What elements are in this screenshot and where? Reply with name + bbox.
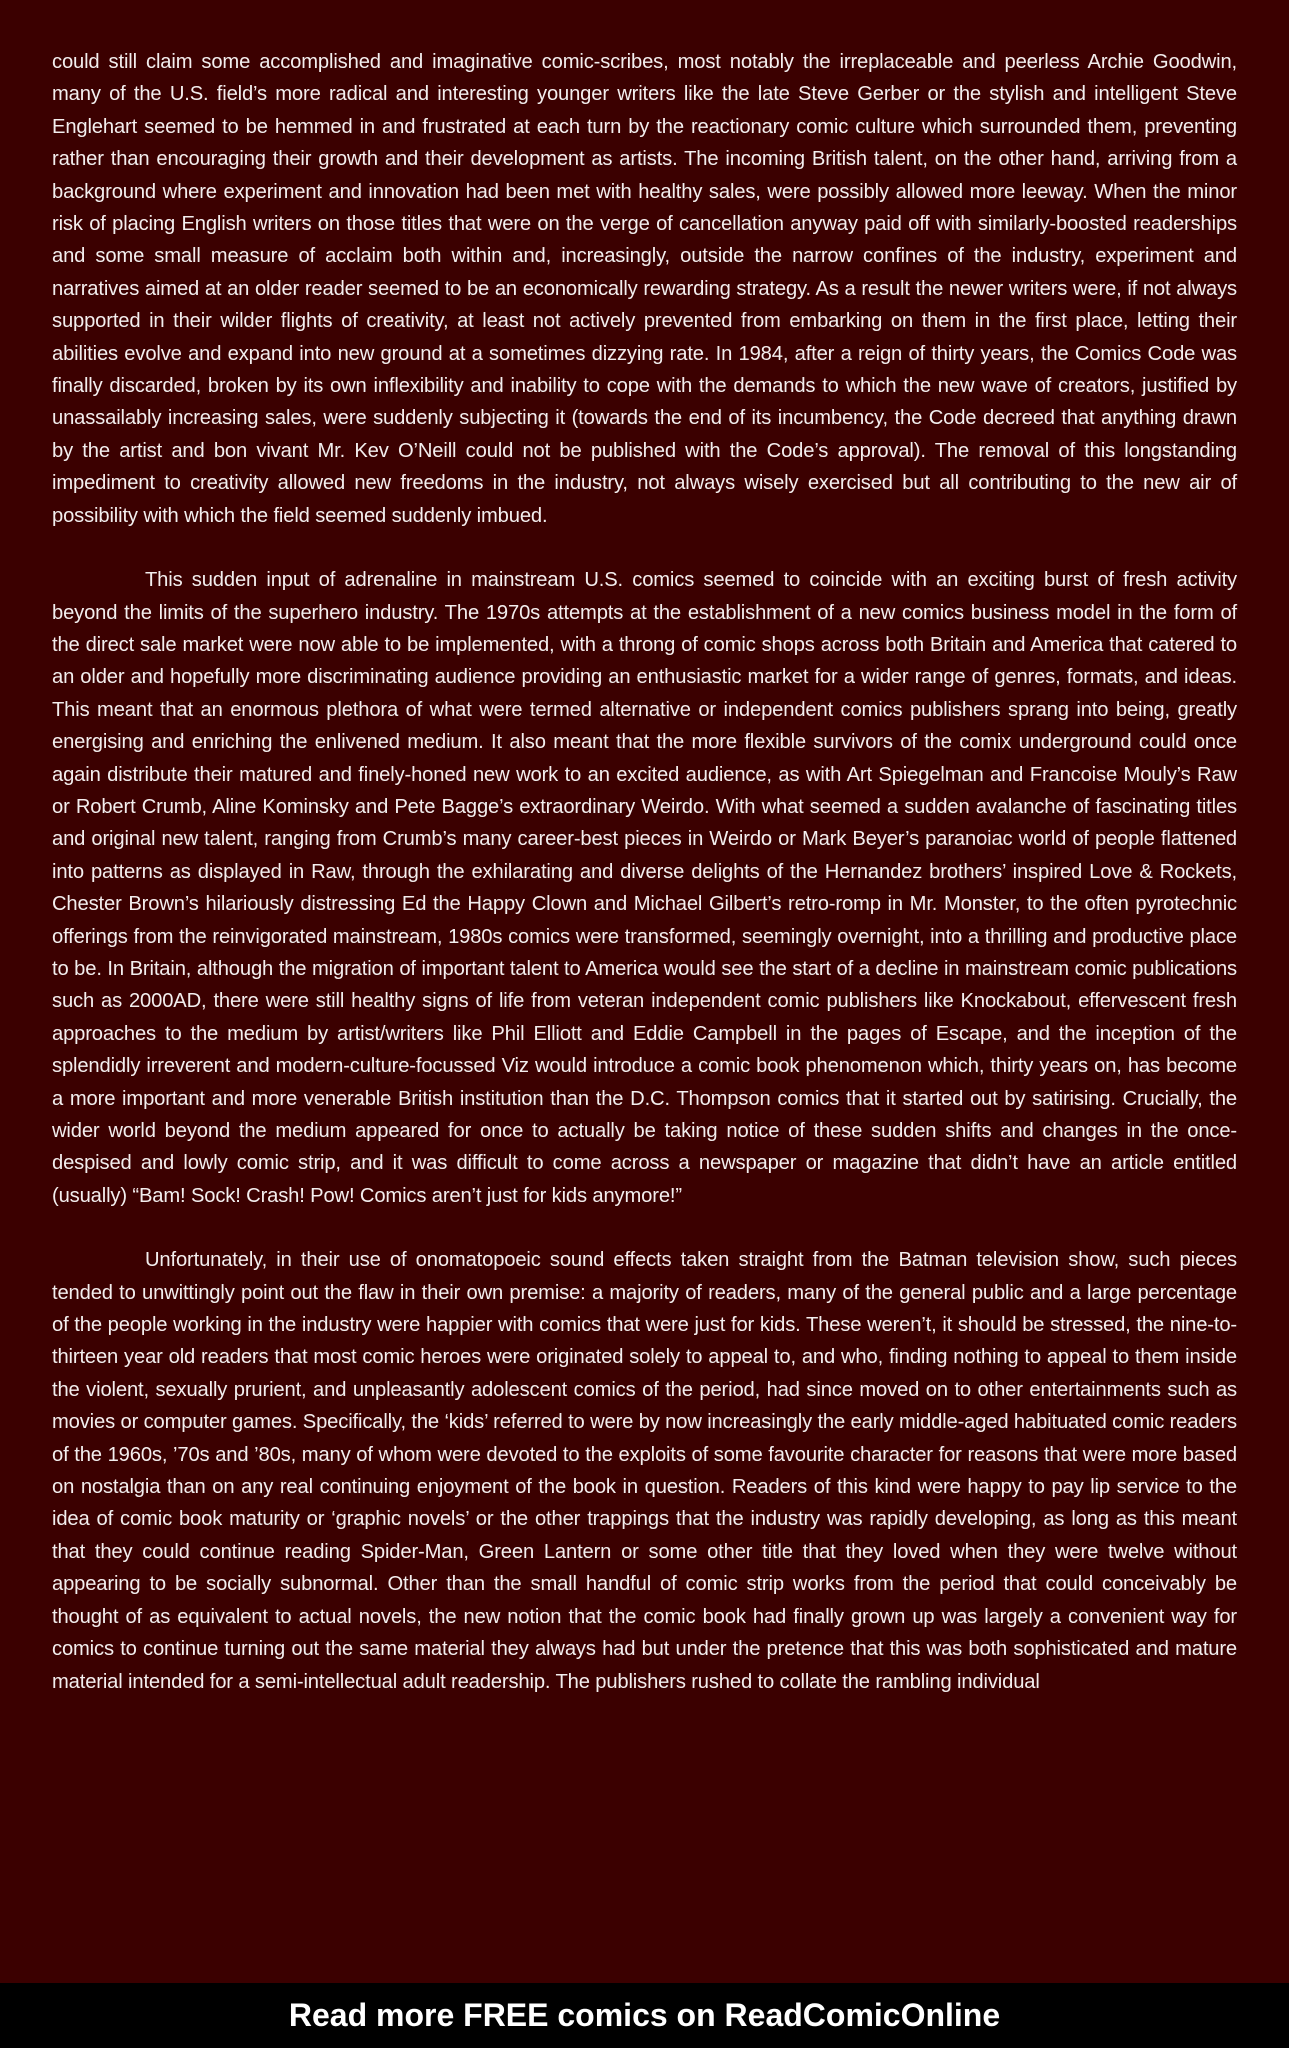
article-body: [52, 46, 1237, 1698]
paragraph-3: Unfortunately, in their use of onomatopoeic sound effects taken straight from the Batman television show, such pieces tended to unwittingly point out the flaw in their own premise: a majority of readers, many of the general public and a large percentage of the people working in the industry were happier with comics that were just for kids. These weren’t, it should be stressed, the nine-to-thirteen year old readers that most comic heroes were originated solely to appeal to, and who, finding nothing to appeal to them inside the violent, sexually prurient, and unpleasantly adolescent comics of the period, had since moved on to other entertainments such as movies or computer games. Specifically, the ‘kids’ referred to were by now increasingly the early middle-aged habituated comic readers of the 1960s, ’70s and ’80s, many of whom were devoted to the exploits of some favourite character for reasons that were more based on nostalgia than on any real continuing enjoyment of the book in question. Readers of this kind were happy to pay lip service to the idea of comic book maturity or ‘graphic novels’ or the other trappings that the industry was rapidly developing, as long as this meant that they could continue reading Spider-Man, Green Lantern or some other title that they loved when they were twelve without appearing to be socially subnormal. Other than the small handful of comic strip works from the period that could conceivably be thought of as equivalent to actual novels, the new notion that the comic book had finally grown up was largely a convenient way for comics to continue turning out the same material they always had but under the pretence that this was both sophisticated and mature material intended for a semi-intellectual adult readership. The publishers rushed to collate the rambling individual: [52, 1249, 1237, 1693]
paragraph-1: could still claim some accomplished and imaginative comic-scribes, most notably the irreplaceable and peerless Archie Goodwin, many of the U.S. field’s more radical and interesting younger writers like the late Steve Gerber or the stylish and intelligent Steve Englehart seemed to be hemmed in and frustrated at each turn by the reactionary comic culture which surrounded them, preventing rather than encouraging their growth and their development as artists. The incoming British talent, on the other hand, arriving from a background where experiment and innovation had been met with healthy sales, were possibly allowed more leeway. When the minor risk of placing English writers on those titles that were on the verge of cancellation anyway paid off with similarly-boosted readerships and some small measure of acclaim both within and, increasingly, outside the narrow confines of the industry, experiment and narratives aimed at an older reader seemed to be an economically rewarding strategy. As a result the newer writers were, if not always supported in their wilder flights of creativity, at least not actively prevented from embarking on them in the first place, letting their abilities evolve and expand into new ground at a sometimes dizzying rate. In 1984, after a reign of thirty years, the Comics Code was finally discarded, broken by its own inflexibility and inability to cope with the demands to which the new wave of creators, justified by unassailably increasing sales, were suddenly subjecting it (towards the end of its incumbency, the Code decreed that anything drawn by the artist and bon vivant Mr. Kev O’Neill could not be published with the Code’s approval). The removal of this longstanding impediment to creativity allowed new freedoms in the industry, not always wisely exercised but all contributing to the new air of possibility with which the field seemed suddenly imbued.: [52, 51, 1237, 527]
paragraph-2: This sudden input of adrenaline in mainstream U.S. comics seemed to coincide with an exciting burst of fresh activity beyond the limits of the superhero industry. The 1970s attempts at the establishment of a new comics business model in the form of the direct sale market were now able to be implemented, with a throng of comic shops across both Britain and America that catered to an older and hopefully more discriminating audience providing an enthusiastic market for a wider range of genres, formats, and ideas. This meant that an enormous plethora of what were termed alternative or independent comics publishers sprang into being, greatly energising and enriching the enlivened medium. It also meant that the more flexible survivors of the comix underground could once again distribute their matured and finely-honed new work to an excited audience, as with Art Spiegelman and Francoise Mouly’s Raw or Robert Crumb, Aline Kominsky and Pete Bagge’s extraordinary Weirdo. With what seemed a sudden avalanche of fascinating titles and original new talent, ranging from Crumb’s many career-best pieces in Weirdo or Mark Beyer’s paranoiac world of people flattened into patterns as displayed in Raw, through the exhilarating and diverse delights of the Hernandez brothers’ inspired Love & Rockets, Chester Brown’s hilariously distressing Ed the Happy Clown and Michael Gilbert’s retro-romp in Mr. Monster, to the often pyrotechnic offerings from the reinvigorated mainstream, 1980s comics were transformed, seemingly overnight, into a thrilling and productive place to be. In Britain, although the migration of important talent to America would see the start of a decline in mainstream comic publications such as 2000AD, there were still healthy signs of life from veteran independent comic publishers like Knockabout, effervescent fresh approaches to the medium by artist/writers like Phil Elliott and Eddie Campbell in the pages of Escape, and the inception of the splendidly irreverent and modern-culture-focussed Viz would introduce a comic book phenomenon which, thirty years on, has become a more important and more venerable British institution than the D.C. Thompson comics that it started out by satirising. Crucially, the wider world beyond the medium appeared for once to actually be taking notice of these sudden shifts and changes in the once-despised and lowly comic strip, and it was difficult to come across a newspaper or magazine that didn’t have an article entitled (usually) “Bam! Sock! Crash! Pow! Comics aren’t just for kids anymore!”: [52, 569, 1237, 1207]
promo-footer-text[interactable]: Read more FREE comics on ReadComicOnline: [288, 1997, 1001, 2033]
promo-footer-banner: [0, 1983, 1289, 2048]
